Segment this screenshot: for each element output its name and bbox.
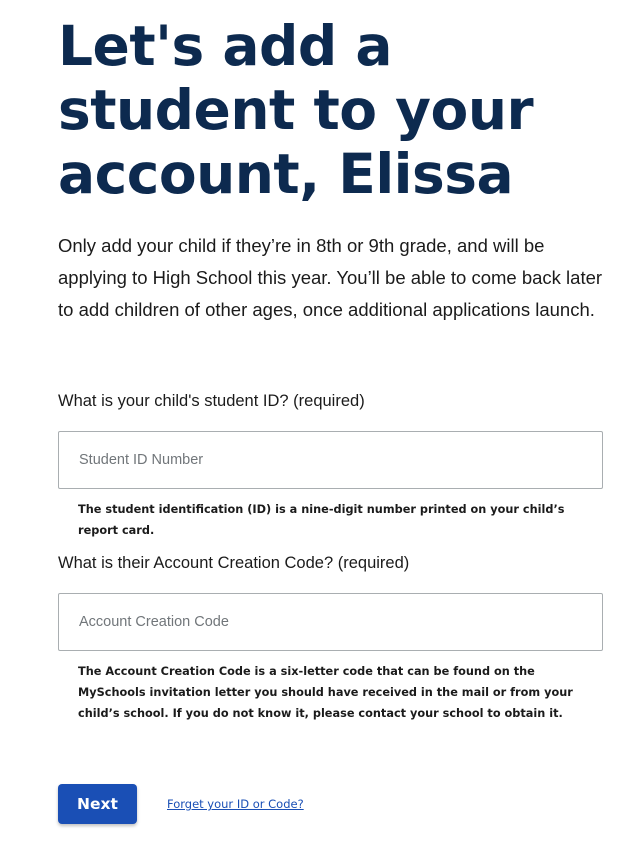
intro-text: Only add your child if they’re in 8th or 9th grade, and will be applying to High School this year. You’ll be able to come back later to add children of other ages, once additional applications launch. bbox=[58, 235, 603, 320]
next-button[interactable]: Next bbox=[58, 784, 137, 824]
page-title: Let's add a student to your account, Elissa bbox=[58, 14, 534, 206]
student-id-input[interactable] bbox=[58, 431, 603, 489]
student-id-label: What is your child's student ID? (required) bbox=[58, 392, 365, 410]
creation-code-hint: The Account Creation Code is a six-letter code that can be found on the MySchools invitation letter you should have received in the mail or from your child’s school. If you do not know it, please contact your school to obtain it. bbox=[78, 665, 573, 720]
forget-id-or-code-link[interactable]: Forget your ID or Code? bbox=[167, 797, 304, 811]
creation-code-input[interactable] bbox=[58, 593, 603, 651]
creation-code-label: What is their Account Creation Code? (required) bbox=[58, 554, 410, 572]
student-id-hint: The student identification (ID) is a nine-digit number printed on your child’s report card. bbox=[78, 503, 565, 537]
